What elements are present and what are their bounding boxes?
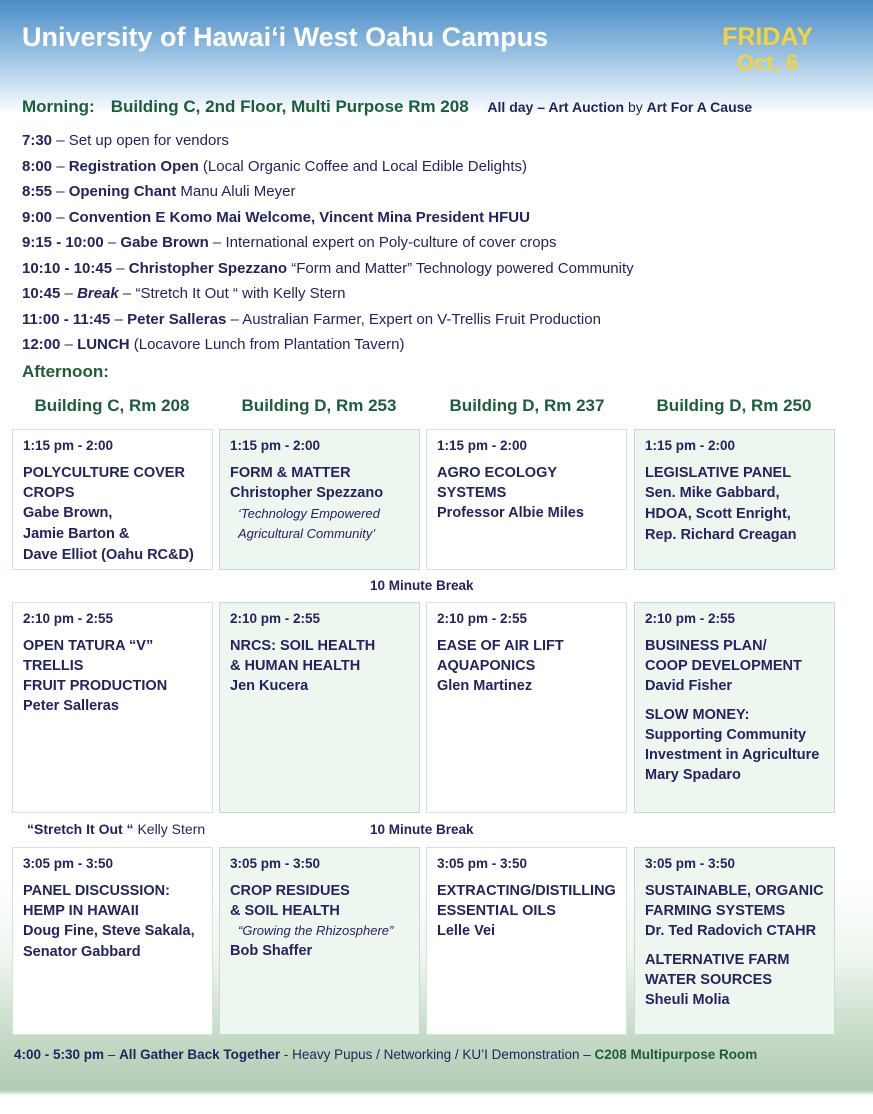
- session-title: EASE OF AIR LIFT: [437, 638, 564, 654]
- session-time: 3:05 pm - 3:50: [230, 856, 321, 871]
- session-time: 1:15 pm - 2:00: [437, 438, 528, 453]
- morning-location: Building C, 2nd Floor, Multi Purpose Rm 208: [110, 97, 469, 116]
- session-card: [426, 602, 627, 813]
- session-speaker: Jen Kucera: [230, 678, 309, 694]
- break-label: 10 Minute Break: [370, 578, 474, 593]
- agenda-row: 10:45 – Break – “Stretch It Out “ with Kelly Stern: [22, 285, 346, 302]
- closing-event: All Gather Back Together: [119, 1047, 281, 1062]
- session-title: AGRO ECOLOGY SYSTEMS: [437, 465, 557, 501]
- session-time: 3:05 pm - 3:50: [645, 856, 736, 871]
- morning-agenda: [22, 128, 634, 358]
- session-speaker: Doug Fine, Steve Sakala,: [23, 923, 195, 939]
- session-title: HEMP IN HAWAII: [23, 903, 139, 919]
- session-title: COOP DEVELOPMENT: [645, 658, 802, 674]
- session-title: NRCS: SOIL HEALTH: [230, 638, 376, 654]
- agenda-time: 7:30: [22, 132, 53, 149]
- session-speaker: Sheuli Molia: [645, 992, 730, 1008]
- session-speaker: Rep. Richard Creagan: [645, 527, 797, 543]
- session-speaker: Dave Elliot (Oahu RC&D): [23, 547, 194, 563]
- agenda-detail: – International expert on Poly-culture of cover crops: [208, 234, 557, 251]
- agenda-row: 9:15 - 10:00 – Gabe Brown – International expert on Poly-culture of cover crops: [22, 234, 557, 251]
- event-date-text: Oct, 6: [736, 50, 799, 75]
- session-card: [12, 602, 213, 813]
- agenda-time: 10:45: [22, 285, 61, 302]
- agenda-row: 7:30 – Set up open for vendors: [22, 132, 229, 149]
- session-title: LEGISLATIVE PANEL: [645, 465, 792, 481]
- agenda-detail: Set up open for vendors: [68, 132, 229, 149]
- session-card: [634, 429, 835, 570]
- session-title: & HUMAN HEALTH: [230, 658, 361, 674]
- session-time: 2:10 pm - 2:55: [645, 611, 736, 626]
- session-card: [426, 847, 627, 1035]
- building-header-c208: Building C, Rm 208: [34, 396, 190, 415]
- session-title: ALTERNATIVE FARM: [645, 952, 790, 968]
- agenda-title: Registration Open: [68, 157, 199, 175]
- break-label: 10 Minute Break: [370, 822, 474, 837]
- page-title: University of Hawai‘i West Oahu Campus: [22, 22, 549, 52]
- session-subtitle: ‘Technology Empowered: [238, 506, 380, 521]
- agenda-time: 8:00: [22, 157, 53, 175]
- session-speaker: Christopher Spezzano: [230, 485, 384, 501]
- session-card: [634, 847, 835, 1035]
- agenda-title: Christopher Spezzano: [128, 259, 288, 277]
- agenda-time: 9:15 - 10:00: [22, 234, 104, 251]
- session-speaker: Senator Gabbard: [23, 944, 141, 960]
- closing-location: C208 Multipurpose Room: [594, 1047, 758, 1062]
- agenda-title: Peter Salleras: [127, 310, 227, 328]
- agenda-title: Convention E Komo Mai Welcome, Vincent Mina President HFUU: [68, 208, 530, 226]
- session-card: [219, 429, 420, 570]
- stretch-note: “Stretch It Out “ Kelly Stern: [27, 821, 206, 837]
- agenda-detail: “Form and Matter” Technology powered Community: [287, 259, 634, 277]
- session-speaker: Sen. Mike Gabbard,: [645, 485, 780, 501]
- building-header-d253: Building D, Rm 253: [241, 396, 397, 415]
- session-title: FARMING SYSTEMS: [645, 903, 786, 919]
- session-title: WATER SOURCES: [645, 972, 773, 988]
- session-title: BUSINESS PLAN/: [645, 638, 767, 654]
- session-time: 1:15 pm - 2:00: [645, 438, 736, 453]
- closing-time: 4:00 - 5:30 pm: [14, 1047, 105, 1062]
- morning-label: Morning:: [22, 97, 95, 116]
- session-speaker: Lelle Vei: [437, 923, 496, 939]
- session-title: ESSENTIAL OILS: [437, 903, 556, 919]
- building-header-d250: Building D, Rm 250: [656, 396, 812, 415]
- session-speaker: Gabe Brown,: [23, 505, 113, 521]
- session-speaker: Professor Albie Miles: [437, 505, 584, 521]
- agenda-time: 8:55: [22, 183, 53, 200]
- allday-note: All day – Art Auction by Art For A Cause: [487, 99, 753, 115]
- session-title: FORM & MATTER: [230, 465, 351, 481]
- session-time: 1:15 pm - 2:00: [230, 438, 321, 453]
- session-title: POLYCULTURE COVER CROPS: [23, 465, 185, 501]
- session-speaker: Glen Martinez: [437, 678, 533, 694]
- agenda-detail: (Local Organic Coffee and Local Edible Delights): [198, 157, 527, 175]
- session-card: [219, 602, 420, 813]
- session-time: 3:05 pm - 3:50: [437, 856, 528, 871]
- agenda-row: 12:00 – LUNCH (Locavore Lunch from Plantation Tavern): [22, 336, 405, 353]
- morning-heading: [22, 97, 752, 117]
- agenda-time: 11:00 - 11:45: [22, 310, 111, 328]
- session-title: PANEL DISCUSSION:: [23, 883, 170, 899]
- agenda-row: 11:00 - 11:45 – Peter Salleras – Australian Farmer, Expert on V-Trellis Fruit Production: [22, 310, 601, 328]
- session-subtitle: Investment in Agriculture: [645, 747, 820, 763]
- session-speaker: Bob Shaffer: [230, 943, 313, 959]
- event-day: FRIDAY: [722, 23, 813, 51]
- session-card: [219, 847, 420, 1035]
- agenda-title: Gabe Brown: [120, 234, 209, 251]
- agenda-title: LUNCH: [77, 336, 130, 353]
- agenda-detail: (Locavore Lunch from Plantation Tavern): [129, 336, 405, 353]
- session-speaker: Jamie Barton &: [23, 526, 130, 542]
- agenda-detail: – Australian Farmer, Expert on V-Trellis Fruit Production: [226, 310, 601, 328]
- building-header-d237: Building D, Rm 237: [449, 396, 605, 415]
- session-title: AQUAPONICS: [437, 658, 536, 674]
- event-date: [700, 24, 835, 76]
- session-time: 1:15 pm - 2:00: [23, 438, 114, 453]
- session-speaker: David Fisher: [645, 678, 733, 694]
- session-time: 3:05 pm - 3:50: [23, 856, 114, 871]
- session-card: [426, 429, 627, 570]
- agenda-title: Break: [77, 285, 119, 302]
- agenda-row: 8:00 – Registration Open (Local Organic Coffee and Local Edible Delights): [22, 157, 527, 175]
- session-time: 2:10 pm - 2:55: [437, 611, 528, 626]
- session-subtitle: Agricultural Community’: [238, 526, 376, 541]
- agenda-time: 12:00: [22, 336, 61, 353]
- session-speaker: HDOA, Scott Enright,: [645, 506, 791, 522]
- session-speaker: Peter Salleras: [23, 698, 119, 714]
- closing-line: 4:00 - 5:30 pm – All Gather Back Together - Heavy Pupus / Networking / KU’I Demonstration – C208 Multipurpose Room: [14, 1047, 758, 1062]
- agenda-row: 9:00 – Convention E Komo Mai Welcome, Vincent Mina President HFUU: [22, 208, 530, 226]
- session-title: SLOW MONEY:: [645, 707, 750, 723]
- session-time: 2:10 pm - 2:55: [23, 611, 114, 626]
- session-title: FRUIT PRODUCTION: [23, 678, 168, 694]
- session-subtitle: Supporting Community: [645, 727, 807, 743]
- afternoon-label: Afternoon:: [22, 362, 109, 381]
- session-subtitle: “Growing the Rhizosphere”: [238, 923, 394, 938]
- session-time: 2:10 pm - 2:55: [230, 611, 321, 626]
- session-speaker: Mary Spadaro: [645, 767, 741, 783]
- session-title: OPEN TATURA “V” TRELLIS: [23, 638, 154, 674]
- agenda-title: Opening Chant: [68, 183, 177, 200]
- session-title: SUSTAINABLE, ORGANIC: [645, 883, 824, 899]
- session-title: EXTRACTING/DISTILLING: [437, 883, 616, 899]
- agenda-detail: Manu Aluli Meyer: [176, 183, 296, 200]
- agenda-row: 8:55 – Opening Chant Manu Aluli Meyer: [22, 183, 296, 200]
- session-speaker: Dr. Ted Radovich CTAHR: [645, 923, 817, 939]
- agenda-time: 10:10 - 10:45: [22, 259, 113, 277]
- session-title: CROP RESIDUES: [230, 883, 350, 899]
- session-card: [634, 602, 835, 813]
- agenda-row: 10:10 - 10:45 – Christopher Spezzano “Form and Matter” Technology powered Community: [22, 259, 634, 277]
- session-title: & SOIL HEALTH: [230, 903, 340, 919]
- session-card: [12, 847, 213, 1035]
- agenda-time: 9:00: [22, 208, 53, 226]
- session-card: [12, 429, 213, 570]
- agenda-detail: – “Stretch It Out “ with Kelly Stern: [118, 285, 346, 302]
